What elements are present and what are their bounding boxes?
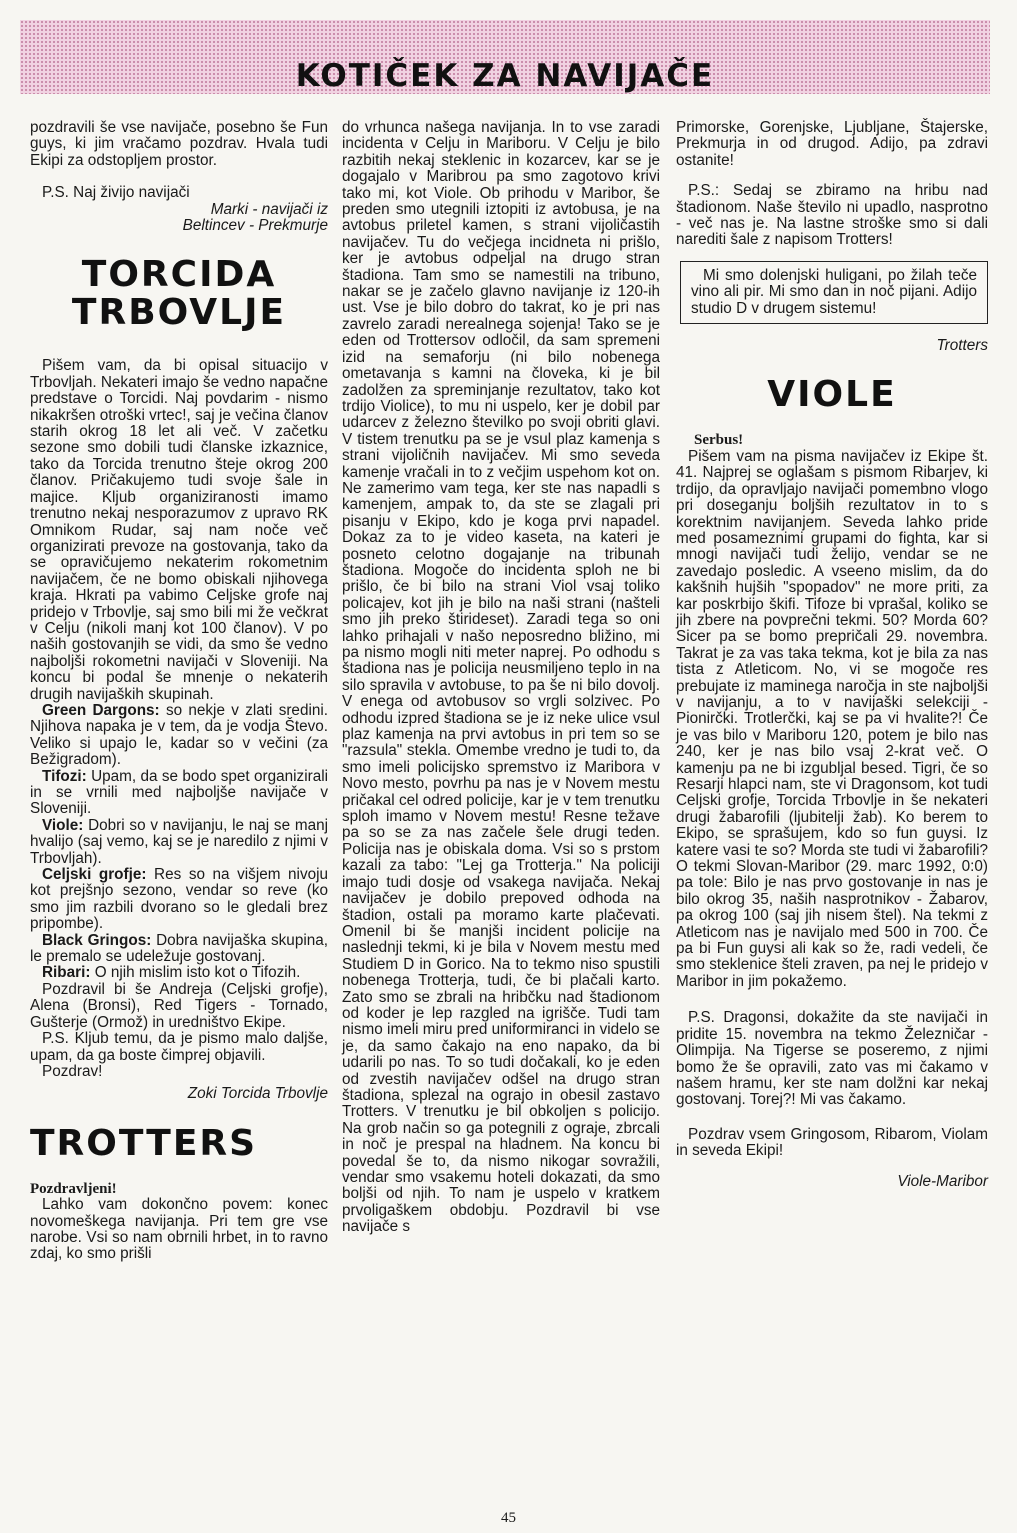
group-text: Res so na višjem nivoju kot prejšnjo sezono, vendar so reve (ko smo jim razbili dvorano so le gledali brez pripombe). bbox=[30, 866, 329, 933]
group-text: Dobra navijaška skupina, le premalo se udeležuje gostovanj. bbox=[30, 931, 328, 966]
group-name: Viole: bbox=[42, 816, 84, 834]
group-name: Tifozi: bbox=[42, 767, 87, 785]
group-text: Dobri so v navijanju, le naj se manj hvalijo (saj vemo, kaj se je naredilo z njimi v Trbovljah). bbox=[30, 816, 328, 867]
signature-line: Viole-Maribor bbox=[897, 1172, 988, 1190]
trotters-letter-body: do vrhunca našega navijanja. In to vse zaradi incidenta v Celju in Mariboru. V Celju je bilo razbitih nekaj steklenic in kozarcev, kar se je dogajalo v Maribrou pa smo zagotovo krivi tako mi, kot Viole. Ob prihodu v Maribor, še preden smo utegnili iztopiti iz avtobusa, je na avtobus priletel kamen, s strani vijoličastih navijačev. Tu do večjega incidneta ni prišlo, ker je avtobus odpeljal na drugo stran štadiona. Tam smo se namestili na tribuno, nakar se je začelo glavno navijanje iz 120-ih ust. Vse je bilo dobro do takrat, ko je pri nas zavrelo zaradi nerealnega sojenja! Tako se je eden od Trottersov odločil, da sam spremeni izid na semaforju (ni bilo nobenega ometavanja s kamni na človeka, ki je bil zadolžen za spreminjanje rezultatov, tako kot trdijo Violice), to mu ni uspelo, ker je dobil par udarcev z železno številko po svoji obriti glavi. V tistem trenutku pa se je vsul plaz kamenja s strani vijoličnih navijačev. Mi smo seveda kamenje vračali in to z večjim uspehom kot on. Ne zamerimo vam tega, ker ste nas napadli s kamenjem, ampak to, da ste se zlagali pri pisanju v Ekipo, kdo je koga prvi napadel. Dokaz za to je video kaseta, na kateri je posneto celotno dogajanje na tribunah štadiona. Mogoče do incidenta sploh ne bi prišlo, če bi bilo na strani Viol vsaj toliko policajev, kot jih je bilo na naši strani (našteli smo jih preko štirideset). Zaradi tega so oni lahko prihajali v našo neposredno bližino, mi pa nismo mogli niti meter naprej. Po odhodu s štadiona nas je policija neusmiljeno teplo in na silo spravila v avtobuse, to pa še ni bilo dovolj. V enega od avtobusov so vrgli solzivec. Po odhodu izpred štadiona se je iz neke ulice vsul plaz kamenja na prvi avtobus in pri tem so se "razsula" stekla. Omembe vredno je tudi to, da smo imeli policijsko spremstvo iz Maribora v Novo mesto, povrhu pa nas je v Novem mestu pričakal cel odred policije, kar je v tem trenutku sploh imamo v Novem mestu! Resne težave pa so se za nas začele šele drugi teden. Policija nas je obiskala doma. Vsi so s prstom kazali za tabo: "Lej ga Trotterja." Na policiji imajo tudi dosje od vsakega navijača. Nekaj navijačev je dobilo prepoved odhoda na štadion, ostali pa moramo karte plačevati. Omenil bi še manjši incident policije na naslednji tekmi, ki je bila v Novem mestu med Studiem D in Gorico. Na to tekmo niso spustili nobenega Trotterja, tudi, če bi plačali karto. Zato smo se zbrali na hribčku nad štadionom od koder je lep razgled na igrišče. Tudi tam nismo imeli miru pred uniformiranci in videlo se je, da samo čakajo na eno napako, da bi udarili po nas. To so tudi dočakali, ko je eden od zvestih navijačev odšel na drugo stran štadiona, splezal na ograjo in obesil zastavo Trotters. V trenutku je bil obkoljen s policijo. Na grob način so ga potegnili z ograje, zbrcali in noč je prespal na hladnem. Na koncu bi povedal še to, da nismo nikogar sovražili, vendar smo vsakemu hoteli dokazati, da smo boljši od njih. To nam je uspelo v kratkem prvoligaškem obdobju. Pozdravil bi vse navijače s bbox=[342, 119, 660, 1236]
group-opinion bbox=[30, 769, 328, 818]
letter-salutation: Pozdravljeni! bbox=[30, 1180, 117, 1197]
ps-note: P.S.: Sedaj se zbiramo na hribu nad štadionom. Naše število ni upadlo, nasprotno - več nas je. Na lastne stroške smo si dali narediti šale z napisom Trotters! bbox=[676, 182, 988, 249]
group-name: Ribari: bbox=[42, 964, 91, 982]
column-3 bbox=[676, 120, 988, 1190]
group-text: O njih mislim isto kot o Tifozih. bbox=[90, 964, 301, 982]
greetings-paragraph: Pozdravil bi še Andreja (Celjski grofje), Alena (Bronsi), Red Tigers - Tornado, Gušterje (Ormož) in uredništvo Ekipe. bbox=[30, 980, 328, 1031]
group-name: Green Dargons: bbox=[42, 701, 160, 719]
section-heading-trbovlje: TRBOVLJE bbox=[71, 292, 287, 334]
group-name: Black Gringos: bbox=[42, 931, 152, 949]
group-text: so nekje v zlati sredini. Njihova napaka je v tem, da je vodja Števo. Veliko si upajo le, kadar so v večini (za Bežigradom). bbox=[30, 701, 329, 769]
ps-note: P.S. Kljub temu, da je pismo malo daljše, upam, da ga boste čimprej objavili. bbox=[30, 1030, 328, 1064]
letter-salutation: Serbus! bbox=[694, 432, 744, 449]
column-2 bbox=[342, 120, 660, 1236]
closing-greeting: Pozdrav! bbox=[42, 1062, 103, 1080]
section-heading-viole: VIOLE bbox=[767, 374, 897, 416]
section-heading-trotters: TROTTERS bbox=[30, 1122, 258, 1164]
signature-line: Zoki Torcida Trbovlje bbox=[187, 1085, 328, 1103]
letter-end-paragraph: pozdravili še vse navijače, posebno še Fun guys, ki jim vračamo pozdrav. Hvala tudi Ekipi za odstopljem prostor. bbox=[30, 119, 328, 169]
group-opinion bbox=[30, 818, 328, 867]
trotters-letter-end: Primorske, Gorenjske, Ljubljane, Štajerske, Prekmurja in od drugod. Adijo, pa zdravi ostanite! bbox=[676, 119, 988, 169]
signature-line: Trotters bbox=[936, 337, 988, 355]
group-opinion bbox=[30, 703, 328, 769]
page-number: 45 bbox=[501, 1510, 516, 1526]
ps-note: P.S. Naj živijo navijači bbox=[42, 184, 190, 202]
trotters-letter-start: Lahko vam dokončno povem: konec novomeškega navijanja. Pri tem gre vse narobe. Vsi so nam obrnili hrbet, in to ravno zdaj, ko smo prišli bbox=[30, 1196, 328, 1263]
group-opinion bbox=[30, 965, 328, 981]
group-text: Upam, da se bodo spet organizirali in se vrnili med najboljše navijače v Sloveniji. bbox=[30, 767, 328, 818]
signature-line: Beltincev - Prekmurje bbox=[182, 217, 328, 235]
signature-line: Marki - navijači iz bbox=[210, 200, 328, 218]
ps-note: P.S. Dragonsi, dokažite da ste navijači in pridite 15. novembra na tekmo Železničar - Olimpija. Na Tigerse se poseremo, z njimi bomo že še opravili, zato vas mi čakamo v našem hramu, ker ste nam dolžni kar nekaj gostovanj. Torej?! Mi vas čakamo. bbox=[676, 1009, 988, 1109]
torcida-letter-text: Pišem vam, da bi opisal situacijo v Trbovljah. Nekateri imajo še vedno napačne predstave o Torcidi. Naj povdarim - nismo nikakršen otroški vrtec!, saj je večina članov starih okrog 18 let ali več. V začetku sezone smo dobili tudi članske izkaznice, tako da Torcida trenutno šteje okrog 200 članov. Pričakujemo tudi svoje šale in majice. Kljub organiziranosti imamo trenutno nekaj nesporazumov z upravo RK Omnikom Rudar, saj nam noče več organizirati prevoze na gostovanja, tako da se opravičujemo nekaterim rokometnim navijačem, če ne bomo obiskali njihovega kraja. Hkrati pa vabimo Celjske grofe naj pridejo v Trbovlje, saj smo bili mi že večkrat v Celju (nikoli manj kot 100 članov). V po naših gostovanjih se vidi, da smo še vedno najboljši rokometni navijači v Sloveniji. Na koncu bi podal še mnenje o nekaterih drugih navijaških skupinah. bbox=[30, 357, 328, 703]
group-name: Celjski grofje: bbox=[42, 866, 147, 884]
closing-greeting: Pozdrav vsem Gringosom, Ribarom, Violam in seveda Ekipi! bbox=[676, 1125, 988, 1160]
chant-box bbox=[680, 261, 988, 324]
header-banner bbox=[20, 20, 990, 94]
column-1 bbox=[30, 120, 328, 1263]
group-opinion bbox=[30, 933, 328, 966]
group-opinion bbox=[30, 867, 328, 933]
page-title: KOTIČEK ZA NAVIJAČE bbox=[295, 58, 715, 94]
viole-letter-text: Pišem vam na pisma navijačev iz Ekipe št. 41. Najprej se oglašam s pismom Ribarjev, ki trdijo, da opravljajo navijači pomembno vlogo pri doseganju boljših rezultatov in to s korektnim navijanjem. Seveda lahko pride med posameznimi grupami do fighta, kar si mnogi navijači tudi želijo, vendar se ne zavedajo posledic. A vseeno mislim, da do kakšnih hujših "spopadov" ne more priti, za kar poskrbijo škifi. Tifoze bi vprašal, koliko se jih zbere na povprečni tekmi. 50? Morda 60? Sicer pa se bomo prepričali 29. novembra. Takrat je za vas taka tekma, kot je bila za nas tista z Atleticom. No, vi se mogoče res prebujate iz maminega naročja in ste najboljši v navijanju, a to v navijaški selekciji - Pionirčki. Trotlerčki, kaj se pa vi hvalite?! Če je vas bilo v Mariboru 120, potem je bilo nas 240, ker je nas bilo vsaj 2-krat več. O kamenju pa ne bi izgubljal besed. Tigri, če so Resarji hlapci nam, ste vi Dragonsom, kot tudi Celjski grofje, Torcida Trbovlje in še nekateri drugi žabarofili (ljubitelji žab). Ko berem to Ekipo, se sprašujem, kdo so fun guysi. Iz katere vasi te so? Morda ste tudi vi žabarofili? O tekmi Slovan-Maribor (29. marc 1992, 0:0) pa tole: Bilo je nas prvo gostovanje in nas je bilo okrog 35, naših nasprotnikov - Žabarov, pa okrog 100 (saj jih nisem štel). Na tekmi z Atleticom nas je navijalo med 500 in 700. Če pa bi Fun guysi ali kak so že, radi vedeli, če smo steklenice šteli zraven, pa nej le pridejo v Maribor in jim pokažemo. bbox=[676, 447, 988, 990]
section-heading-torcida: TORCIDA bbox=[81, 254, 277, 296]
chant-text: Mi smo dolenjski huligani, po žilah teče vino ali pir. Mi smo dan in noč pijani. Adijo studio D v drugem sistemu! bbox=[691, 266, 977, 317]
